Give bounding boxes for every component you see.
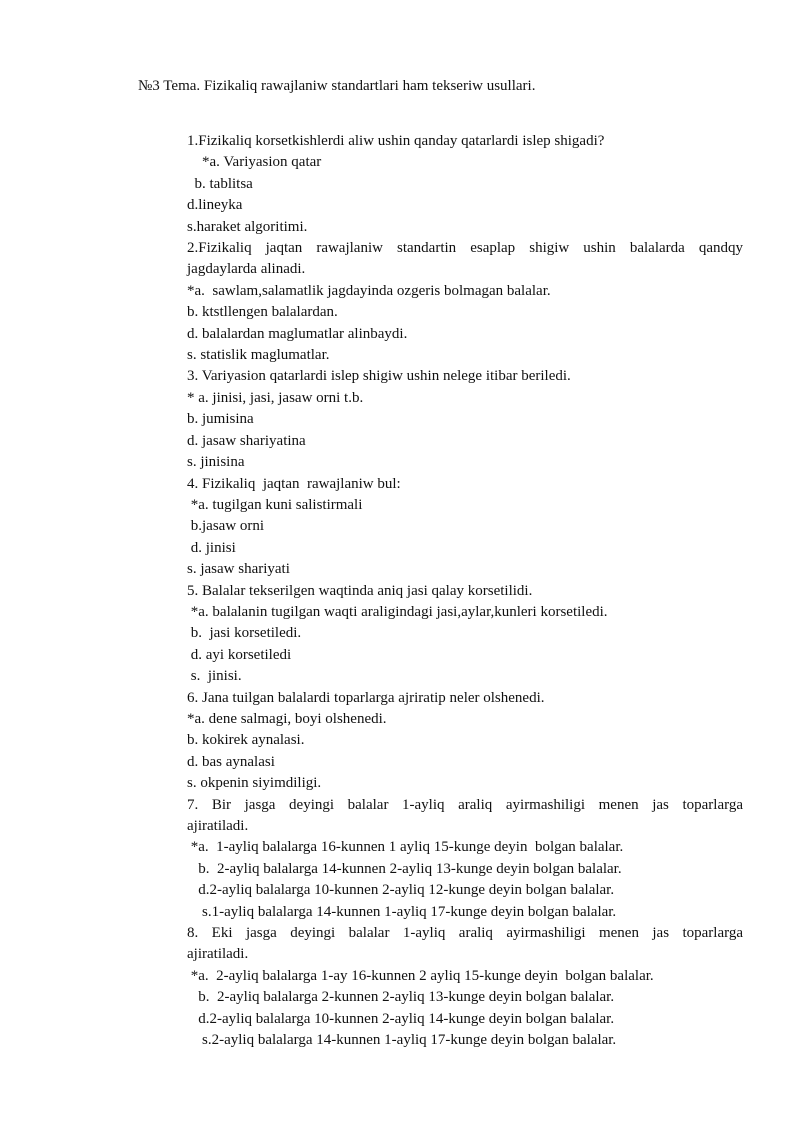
text-line: s. okpenin siyimdiligi. [187, 775, 322, 792]
document-title: №3 Tema. Fizikaliq rawajlaniw standartlari ham tekseriw usullari. [138, 78, 536, 94]
text-line: d. jinisi [187, 539, 236, 556]
text-line: d. balalardan maglumatlar alinbaydi. [187, 325, 408, 342]
text-line: d. bas aynalasi [187, 753, 275, 770]
text-line: d.lineyka [187, 197, 243, 214]
text-line: d.2-ayliq balalarga 10-kunnen 2-ayliq 12-kunge deyin bolgan balalar. [187, 882, 615, 899]
text-line: 8. Eki jasga deyingi balalar 1-ayliq araliq ayirmashiligi menen jas toparlarga [187, 925, 743, 942]
text-line: 7. Bir jasga deyingi balalar 1-ayliq araliq ayirmashiligi menen jas toparlarga [187, 796, 743, 813]
text-line: s.1-ayliq balalarga 14-kunnen 1-ayliq 17-kunge deyin bolgan balalar. [187, 903, 617, 920]
text-line: b.jasaw orni [187, 518, 265, 535]
text-line: b. 2-ayliq balalarga 2-kunnen 2-ayliq 13-kunge deyin bolgan balalar. [187, 989, 615, 1006]
text-line: s. jasaw shariyati [187, 561, 290, 578]
text-line: 3. Variyasion qatarlardi islep shigiw ushin nelege itibar beriledi. [187, 368, 571, 385]
text-line: d. ayi korsetiledi [187, 646, 292, 663]
text-line: 2.Fizikaliq jaqtan rawajlaniw standartin esaplap shigiw ushin balalarda qandqy [187, 240, 743, 257]
text-line: s. jinisi. [187, 668, 242, 685]
text-line: s.haraket algoritimi. [187, 218, 308, 235]
text-line: d. jasaw shariyatina [187, 432, 306, 449]
text-line: *a. 1-ayliq balalarga 16-kunnen 1 ayliq 15-kunge deyin bolgan balalar. [187, 839, 624, 856]
text-line: ajiratiladi. [187, 946, 249, 963]
text-line: * a. jinisi, jasi, jasaw orni t.b. [187, 389, 364, 406]
text-line: *a. tugilgan kuni salistirmali [187, 496, 363, 513]
text-line: b. jumisina [187, 411, 254, 428]
text-line: jagdaylarda alinadi. [187, 261, 306, 278]
text-line: *a. balalanin tugilgan waqti araligindagi jasi,aylar,kunleri korsetiledi. [187, 603, 608, 620]
text-line: s. statislik maglumatlar. [187, 347, 330, 364]
text-line: *a. sawlam,salamatlik jagdayinda ozgeris bolmagan balalar. [187, 282, 551, 299]
text-line: d.2-ayliq balalarga 10-kunnen 2-ayliq 14-kunge deyin bolgan balalar. [187, 1010, 615, 1027]
text-line: 6. Jana tuilgan balalardi toparlarga ajriratip neler olshenedi. [187, 689, 545, 706]
text-line: *a. Variyasion qatar [187, 154, 322, 171]
text-line: 1.Fizikaliq korsetkishlerdi aliw ushin qanday qatarlardi islep shigadi? [187, 133, 605, 149]
text-line: b. tablitsa [187, 175, 253, 192]
text-line: b. jasi korsetiledi. [187, 625, 302, 642]
text-line: s.2-ayliq balalarga 14-kunnen 1-ayliq 17-kunge deyin bolgan balalar. [187, 1032, 617, 1049]
text-line: b. ktstllengen balalardan. [187, 304, 338, 321]
text-line: *a. dene salmagi, boyi olshenedi. [187, 710, 387, 727]
text-line: *a. 2-ayliq balalarga 1-ay 16-kunnen 2 ayliq 15-kunge deyin bolgan balalar. [187, 967, 654, 984]
text-line: ajiratiladi. [187, 818, 249, 834]
question-list [187, 131, 743, 1051]
text-line: b. kokirek aynalasi. [187, 732, 305, 749]
text-line: b. 2-ayliq balalarga 14-kunnen 2-ayliq 13-kunge deyin bolgan balalar. [187, 860, 622, 877]
text-line: 5. Balalar tekserilgen waqtinda aniq jasi qalay korsetilidi. [187, 582, 533, 599]
text-line: 4. Fizikaliq jaqtan rawajlaniw bul: [187, 475, 401, 492]
text-line: s. jinisina [187, 454, 245, 471]
